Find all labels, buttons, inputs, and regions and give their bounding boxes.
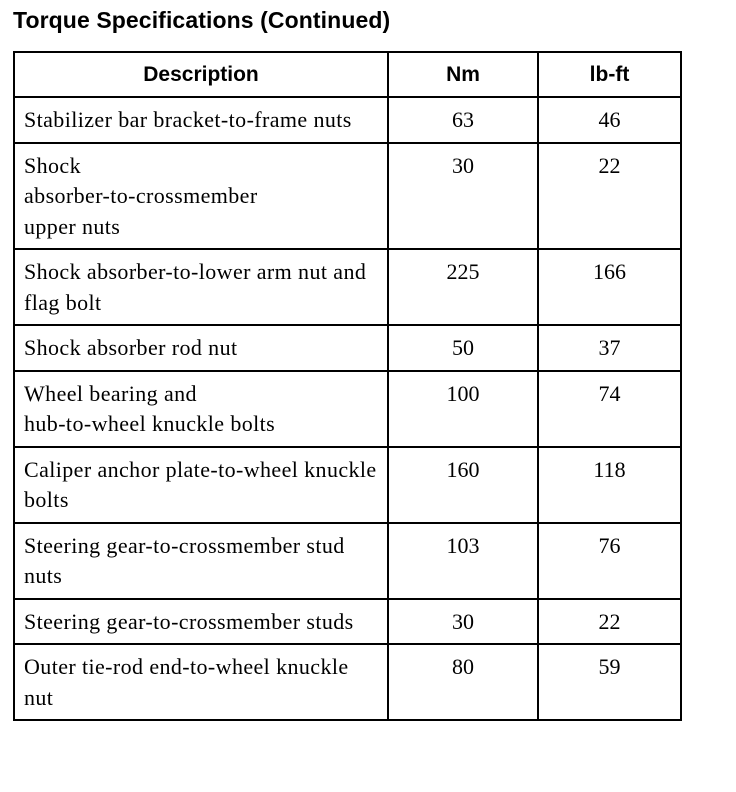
description-cell: Shock absorber-to-crossmember upper nuts: [14, 143, 388, 250]
table-row: [14, 143, 681, 250]
nm-cell: 50: [388, 325, 538, 371]
description-cell: Steering gear-to-crossmember studs: [14, 599, 388, 645]
description-cell: Stabilizer bar bracket-to-frame nuts: [14, 97, 388, 143]
nm-cell: 80: [388, 644, 538, 720]
table-row: [14, 249, 681, 325]
lbft-cell: 118: [538, 447, 681, 523]
lbft-cell: 22: [538, 599, 681, 645]
table-row: [14, 599, 681, 645]
table-header-row: [14, 52, 681, 97]
column-header-lbft: lb-ft: [538, 52, 681, 97]
page-title: Torque Specifications (Continued): [13, 7, 391, 33]
table-row: [14, 97, 681, 143]
lbft-cell: 46: [538, 97, 681, 143]
table-row: [14, 644, 681, 720]
table-row: [14, 523, 681, 599]
table-row: [14, 325, 681, 371]
nm-cell: 63: [388, 97, 538, 143]
nm-cell: 160: [388, 447, 538, 523]
lbft-cell: 59: [538, 644, 681, 720]
lbft-cell: 74: [538, 371, 681, 447]
lbft-cell: 37: [538, 325, 681, 371]
nm-cell: 103: [388, 523, 538, 599]
column-header-description: Description: [14, 52, 388, 97]
description-cell: Outer tie-rod end-to-wheel knuckle nut: [14, 644, 388, 720]
column-header-nm: Nm: [388, 52, 538, 97]
table-row: [14, 371, 681, 447]
torque-spec-table: [13, 51, 682, 721]
nm-cell: 30: [388, 143, 538, 250]
nm-cell: 100: [388, 371, 538, 447]
description-cell: Steering gear-to-crossmember stud nuts: [14, 523, 388, 599]
description-cell: Shock absorber-to-lower arm nut and flag bolt: [14, 249, 388, 325]
description-cell: Wheel bearing and hub-to-wheel knuckle bolts: [14, 371, 388, 447]
table-row: [14, 447, 681, 523]
nm-cell: 225: [388, 249, 538, 325]
description-cell: Shock absorber rod nut: [14, 325, 388, 371]
description-cell: Caliper anchor plate-to-wheel knuckle bolts: [14, 447, 388, 523]
lbft-cell: 166: [538, 249, 681, 325]
lbft-cell: 76: [538, 523, 681, 599]
lbft-cell: 22: [538, 143, 681, 250]
nm-cell: 30: [388, 599, 538, 645]
